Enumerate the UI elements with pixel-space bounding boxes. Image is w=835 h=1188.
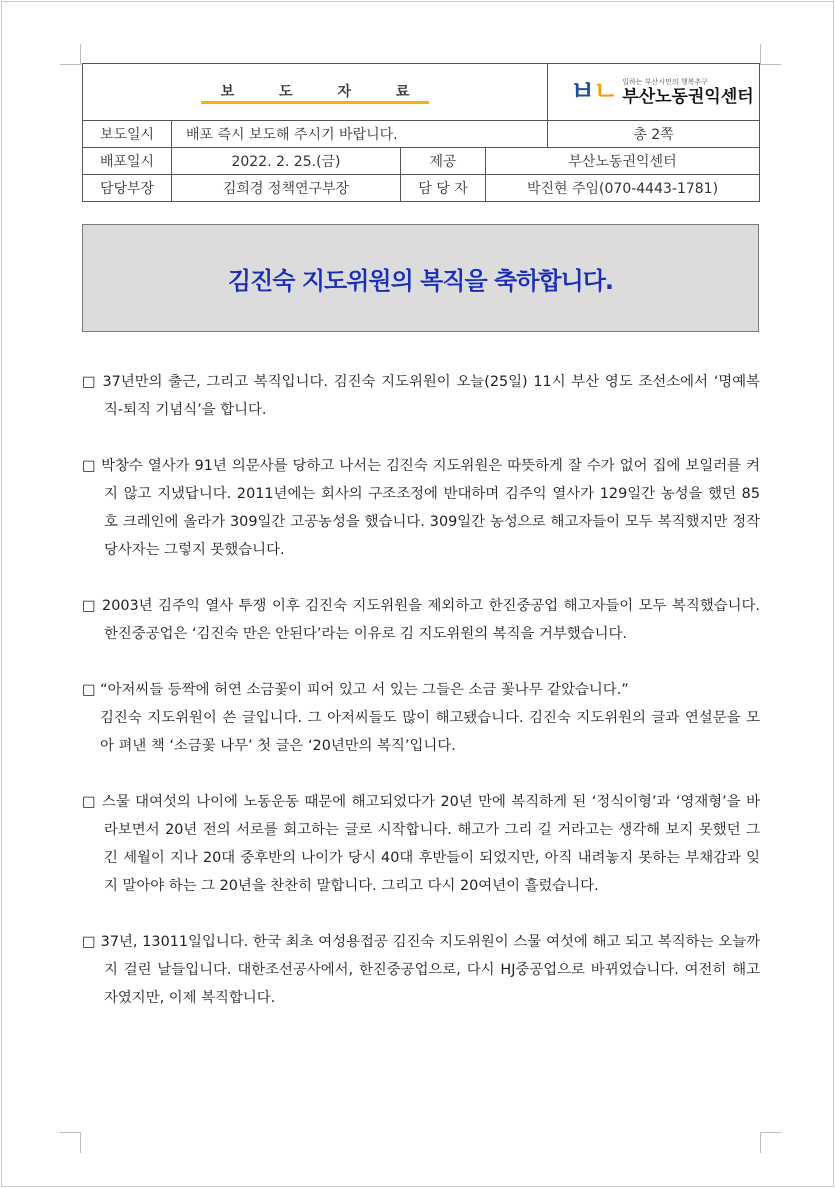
paragraph-5: □ 스물 대여섯의 나이에 노동운동 때문에 해고되었다가 20년 만에 복직하게 된 ‘정식이형’과 ‘영재형’을 바라보면서 20년 전의 서로를 회고하는 글로 시작합니다. 해고가 그리 길 거라고는 생각해 보지 못했던 그 긴 세월이 지나 20대 중후반의 나이가 당시 40대 후반들이 되었지만, 아직 내려놓지 못하는 부채감과 잊지 말아야 하는 그 20년을 찬찬히 말합니다. 그리고 다시 20여년이 흘렀습니다. [82, 794, 760, 894]
manager-value: 김희경 정책연구부장 [172, 175, 401, 202]
paragraph-2: □ 박창수 열사가 91년 의문사를 당하고 나서는 김진숙 지도위원은 따뜻하게 잘 수가 없어 집에 보일러를 켜지 않고 지냈답니다. 2011년에는 회사의 구조조정에 반대하며 김주익 열사가 129일간 농성을 했던 85호 크레인에 올라가 309일간 고공농성을 했습니다. 309일간 농성으로 해고자들이 모두 복직했지만 정작 당사자는 그렇지 못했습니다. [82, 458, 760, 558]
page-count: 총 2쪽 [548, 121, 760, 148]
manager-label: 담당부장 [83, 175, 172, 202]
contact-person-value: 박진현 주임(070-4443-1781) [486, 175, 760, 202]
press-header-table [82, 63, 760, 202]
headline: 김진숙 지도위원의 복직을 축하합니다. [227, 266, 614, 295]
distribution-date-value: 2022. 2. 25.(금) [172, 148, 401, 175]
organization-logo [570, 78, 759, 107]
provider-value: 부산노동권익센터 [486, 148, 760, 175]
document-title: 보 도 자 료 [201, 84, 430, 104]
press-body [82, 368, 760, 1012]
paragraph-1: □ 37년만의 출근, 그리고 복직입니다. 김진숙 지도위원이 오늘(25일) 11시 부산 영도 조선소에서 ‘명예복직-퇴직 기념식’을 합니다. [82, 374, 760, 418]
release-time-value: 배포 즉시 보도해 주시기 바랍니다. [172, 121, 548, 148]
document-title-cell [83, 64, 548, 121]
logo-mark-icon: ㅂㄴ [570, 77, 617, 107]
logo-name: 부산노동권익센터 [622, 86, 754, 107]
paragraph-3: □ 2003년 김주익 열사 투쟁 이후 김진숙 지도위원을 제외하고 한진중공업 해고자들이 모두 복직했습니다. 한진중공업은 ‘김진숙 만은 안된다’라는 이유로 김 지도위원의 복직을 거부했습니다. [82, 598, 760, 642]
paragraph-4-quote: □ “아저씨들 등짝에 허연 소금꽃이 피어 있고 서 있는 그들은 소금 꽃나무 같았습니다.” [82, 682, 629, 698]
distribution-date-label: 배포일시 [83, 148, 172, 175]
logo-slogan: 일하는 부산시민의 행복추구 [622, 77, 708, 86]
crop-mark-bottom-right [760, 1132, 781, 1153]
contact-person-label: 담 당 자 [401, 175, 486, 202]
paragraph-6: □ 37년, 13011일입니다. 한국 최초 여성용접공 김진숙 지도위원이 스물 여섯에 해고 되고 복직하는 오늘까지 걸린 날들입니다. 대한조선공사에서, 한진중공업으로, 다시 HJ중공업으로 바뀌었습니다. 여전히 해고자였지만, 이제 복직합니다. [82, 934, 760, 1006]
paragraph-4-body: 김진숙 지도위원이 쓴 글입니다. 그 아저씨들도 많이 해고됐습니다. 김진숙 지도위원의 글과 연설문을 모아 펴낸 책 ‘소금꽃 나무’ 첫 글은 ‘20년만의 복직’입니다. [100, 710, 760, 754]
provider-label: 제공 [401, 148, 486, 175]
crop-mark-top-right [760, 44, 781, 65]
crop-mark-bottom-left [60, 1132, 81, 1153]
crop-mark-top-left [60, 44, 81, 65]
logo-cell [548, 64, 760, 121]
release-time-label: 보도일시 [83, 121, 172, 148]
headline-box [82, 224, 759, 332]
